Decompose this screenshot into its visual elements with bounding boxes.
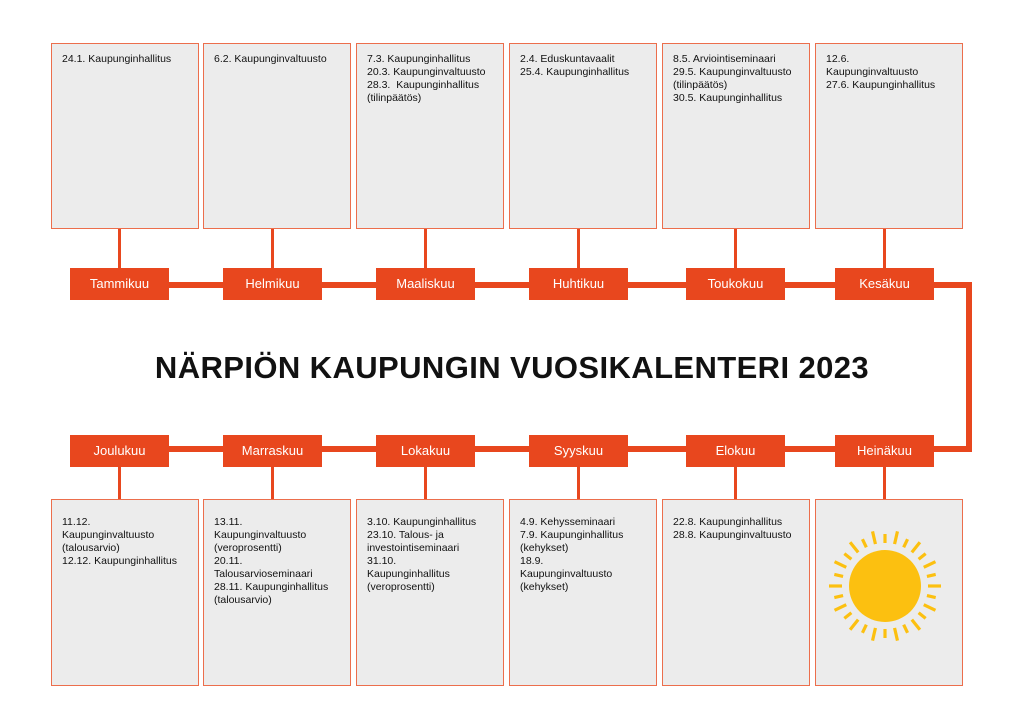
sun-ray (904, 625, 908, 633)
event-line: 29.5. Kaupunginvaltuusto (673, 66, 792, 78)
month-box-kesakuu (815, 43, 963, 229)
month-box-joulukuu (51, 499, 199, 686)
event-line: 4.9. Kehysseminaari (520, 516, 616, 528)
sun-ray (844, 613, 851, 619)
event-line: 23.10. Talous- ja (367, 529, 444, 541)
sun-ray (924, 562, 936, 568)
event-line: 30.5. Kaupunginhallitus (673, 92, 783, 104)
event-line: (kehykset) (520, 581, 569, 593)
event-line: 2.4. Eduskuntavaalit (520, 53, 615, 65)
sun-ray (835, 562, 847, 568)
sun-ray (850, 620, 858, 630)
month-box-marraskuu (203, 499, 351, 686)
event-line: (talousarvio) (62, 542, 120, 554)
month-label-lokakuu: Lokakuu (376, 435, 475, 467)
connector (734, 466, 737, 499)
page-title: NÄRPIÖN KAUPUNGIN VUOSIKALENTERI 2023 (154, 350, 870, 385)
event-line: 22.8. Kaupunginhallitus (673, 516, 783, 528)
month-label-joulukuu: Joulukuu (70, 435, 169, 467)
month-label-huhtikuu: Huhtikuu (529, 268, 628, 300)
sun-ray (835, 605, 847, 611)
event-line: 3.10. Kaupunginhallitus (367, 516, 477, 528)
sun-icon (827, 528, 943, 644)
sun-ray (873, 531, 876, 544)
month-box-helmikuu (203, 43, 351, 229)
event-line: 25.4. Kaupunginhallitus (520, 66, 630, 78)
month-label-marraskuu: Marraskuu (223, 435, 322, 467)
event-line: 12.6. (826, 53, 850, 65)
event-line: Kaupunginvaltuusto (62, 529, 155, 541)
sun-ray (895, 628, 898, 641)
event-line: (talousarvio) (214, 594, 272, 606)
sun-ray (904, 539, 908, 547)
sun-ray (844, 554, 851, 560)
connector (118, 466, 121, 499)
event-line: Kaupunginvaltuusto (214, 529, 307, 541)
sun-ray (927, 596, 936, 598)
event-line: 28.8. Kaupunginvaltuusto (673, 529, 792, 541)
event-line: (veroprosentti) (367, 581, 435, 593)
month-label-heinakuu: Heinäkuu (835, 435, 934, 467)
sun-ray (912, 542, 920, 552)
month-box-maaliskuu (356, 43, 504, 229)
connector (271, 229, 274, 270)
event-line: 24.1. Kaupunginhallitus (62, 53, 172, 65)
sun-ray (862, 625, 866, 633)
sun-ray (862, 539, 866, 547)
connector (883, 466, 886, 499)
event-line: (kehykset) (520, 542, 569, 554)
event-line: 31.10. (367, 555, 397, 567)
event-line: (tilinpäätös) (673, 79, 728, 91)
sun-ray (912, 620, 920, 630)
connector (577, 466, 580, 499)
month-label-tammikuu: Tammikuu (70, 268, 169, 300)
event-line: 7.9. Kaupunginhallitus (520, 529, 624, 541)
connector (577, 229, 580, 270)
event-line: 8.5. Arviointiseminaari (673, 53, 776, 65)
event-line: 28.3. Kaupunginhallitus (367, 79, 480, 91)
event-line: Kaupunginvaltuusto (826, 66, 919, 78)
event-line: (tilinpäätös) (367, 92, 422, 104)
connector (883, 229, 886, 270)
event-line: Talousarvioseminaari (214, 568, 313, 580)
sun-ray (834, 574, 843, 576)
connector (424, 229, 427, 270)
event-line: 20.11. (214, 555, 243, 567)
connector (734, 229, 737, 270)
event-line: 6.2. Kaupunginvaltuusto (214, 53, 327, 65)
month-box-huhtikuu (509, 43, 657, 229)
event-line: investointiseminaari (367, 542, 460, 554)
sun-ray (924, 605, 936, 611)
event-line: Kaupunginhallitus (367, 568, 450, 580)
connector (271, 466, 274, 499)
connector (424, 466, 427, 499)
event-line: 27.6. Kaupunginhallitus (826, 79, 936, 91)
month-label-toukokuu: Toukokuu (686, 268, 785, 300)
month-label-maaliskuu: Maaliskuu (376, 268, 475, 300)
month-box-lokakuu (356, 499, 504, 686)
event-line: Kaupunginvaltuusto (520, 568, 613, 580)
sun-ray (919, 613, 926, 619)
month-label-elokuu: Elokuu (686, 435, 785, 467)
connector (118, 229, 121, 270)
month-label-syyskuu: Syyskuu (529, 435, 628, 467)
sun-ray (834, 596, 843, 598)
month-box-toukokuu (662, 43, 810, 229)
event-line: (veroprosentti) (214, 542, 282, 554)
month-label-helmikuu: Helmikuu (223, 268, 322, 300)
month-box-syyskuu (509, 499, 657, 686)
month-label-kesakuu: Kesäkuu (835, 268, 934, 300)
event-line: 11.12. (62, 516, 91, 528)
month-box-tammikuu (51, 43, 199, 229)
event-line: 7.3. Kaupunginhallitus (367, 53, 471, 65)
event-line: 12.12. Kaupunginhallitus (62, 555, 178, 567)
sun-ray (927, 574, 936, 576)
sun-ray (850, 542, 858, 552)
event-line: 13.11. (214, 516, 243, 528)
event-line: 18.9. (520, 555, 544, 567)
sun-ray (919, 554, 926, 560)
sun-ray (873, 628, 876, 641)
month-box-elokuu (662, 499, 810, 686)
event-line: 28.11. Kaupunginhallitus (214, 581, 329, 593)
event-line: 20.3. Kaupunginvaltuusto (367, 66, 486, 78)
sun-ray (895, 531, 898, 544)
